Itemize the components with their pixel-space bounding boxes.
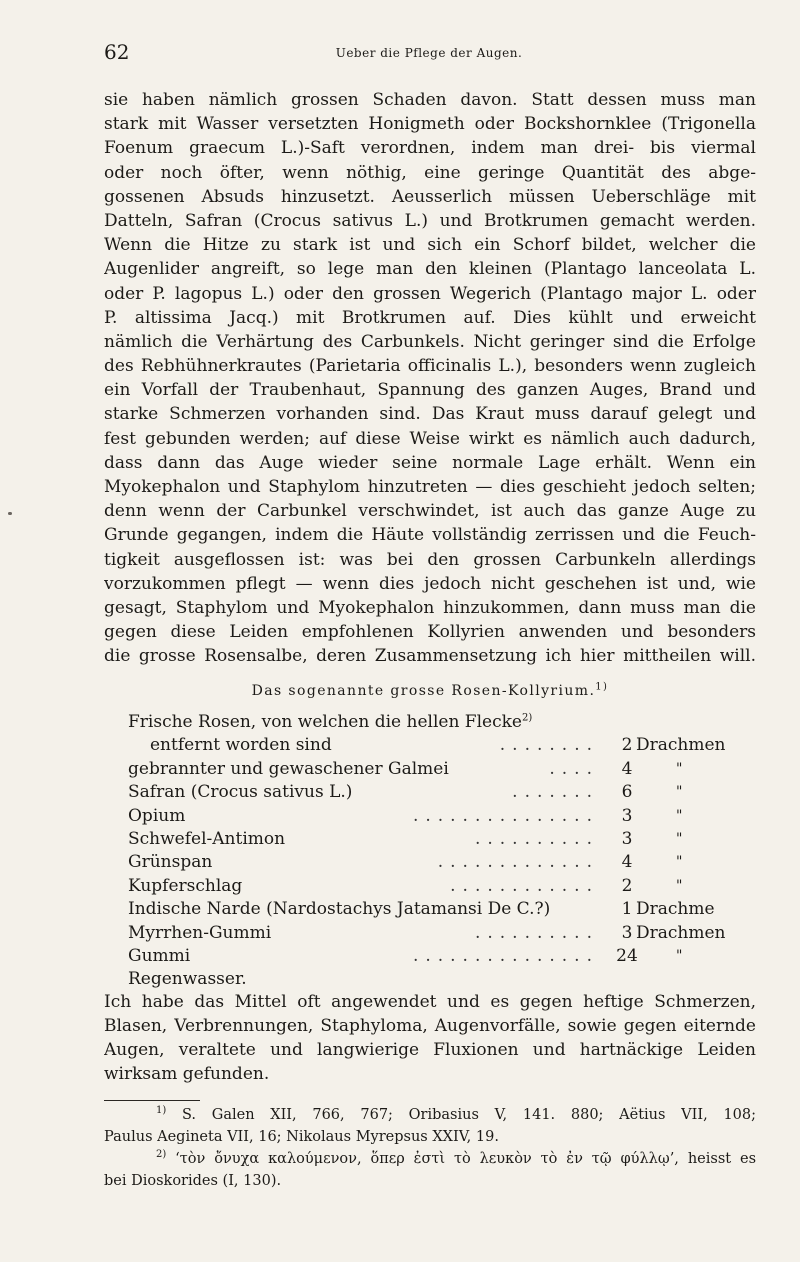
ingredient-unit: Drachmen (636, 922, 726, 943)
ingredient-row (104, 805, 764, 828)
ingredient-name: Grünspan (128, 852, 213, 873)
text-line: gegen diese Leiden empfohlenen Kollyrien anwenden und besonders (104, 622, 756, 643)
footnote-ref: 1) (595, 681, 609, 693)
ingredient-qty: 2 (621, 735, 633, 756)
text-line: denn wenn der Carbunkel verschwindet, ist auch das ganze Auge zu (104, 501, 756, 522)
leader-dots: ........ (499, 735, 599, 756)
text-line: wirksam gefunden. (104, 1064, 270, 1084)
text-line: ein Vorfall der Traubenhaut, Spannung des ganzen Auges, Brand und (104, 380, 756, 401)
text-line: Augenlider angreift, so lege man den kleinen (Plantago lanceolata L. (104, 259, 756, 280)
ingredient-unit: Drachme (636, 899, 715, 920)
ingredient-row (104, 734, 764, 757)
ingredient-unit: Drachmen (636, 735, 726, 756)
text-line: des Rebhühnerkrautes (Parietaria officinalis L.), besonders wenn zugleich (104, 356, 756, 377)
running-title: Ueber die Pflege der Augen. (335, 46, 523, 60)
recipe-intro-text: Frische Rosen, von welchen die hellen Flecke (128, 712, 522, 732)
ditto-mark: " (676, 854, 683, 871)
leader-dots: .... (549, 758, 599, 779)
ditto-mark: " (676, 830, 683, 847)
text-line: gesagt, Staphylom und Myokephalon hinzukommen, dann muss man die (104, 597, 756, 618)
ingredient-name: Indische Narde (Nardostachys Jatamansi De C.?) (128, 899, 551, 920)
footnote-line (104, 1104, 756, 1126)
ingredient-row (104, 851, 764, 874)
text-line: starke Schmerzen vorhanden sind. Das Kraut muss darauf gelegt und (104, 404, 756, 425)
ingredient-row (104, 875, 764, 898)
text-line: Grunde gegangen, indem die Häute vollständig zerrissen und die Feuch- (104, 525, 756, 546)
footnote-text: ‘τὸν ὄνυχα καλούμενον, ὅπερ ἐστὶ τὸ λευκὸν τὸ ἐν τῷ φύλλῳ’, heisst es (175, 1151, 756, 1167)
ingredient-row (104, 922, 764, 945)
ink-smudge (8, 512, 12, 515)
ingredient-qty: 3 (621, 922, 633, 943)
page-number: 62 (104, 40, 130, 64)
ingredient-name: Schwefel-Antimon (128, 828, 286, 849)
leader-dots: ............... (412, 945, 599, 966)
ingredient-name: entfernt worden sind (150, 735, 332, 756)
text-line: dass dann das Auge wieder seine normale Lage erhält. Wenn ein (104, 452, 756, 473)
footnotes (104, 1104, 756, 1192)
ingredient-row (104, 828, 764, 851)
ingredient-name: Myrrhen-Gummi (128, 922, 272, 943)
ingredient-qty: 1 (621, 899, 633, 920)
text-line: Augen, veraltete und langwierige Fluxionen und hartnäckige Leiden (104, 1040, 756, 1060)
leader-dots: .......... (474, 922, 599, 943)
ingredient-row (104, 758, 764, 781)
recipe-title (104, 683, 756, 699)
ingredient-qty: 3 (621, 828, 633, 849)
text-line: die grosse Rosensalbe, deren Zusammensetzung ich hier mittheilen will. (104, 646, 756, 667)
ingredient-qty: 4 (621, 758, 633, 779)
leader-dots: ............. (437, 852, 599, 873)
footnote-mark: 1) (156, 1105, 167, 1117)
footnote-mark: 2) (156, 1149, 167, 1161)
ingredient-qty: 6 (621, 782, 633, 803)
leader-dots: ............... (412, 805, 599, 826)
text-line: Blasen, Verbrennungen, Staphyloma, Augenvorfälle, sowie gegen eiternde (104, 1016, 756, 1036)
ditto-mark: " (676, 947, 683, 964)
text-line: oder noch öfter, wenn nöthig, eine geringe Quantität des abge- (104, 162, 756, 183)
recipe-title-text: Das sogenannte grosse Rosen-Kollyrium. (251, 683, 596, 699)
text-line: Foenum graecum L.)-Saft verordnen, indem man drei- bis viermal (104, 138, 756, 159)
ditto-mark: " (676, 807, 683, 824)
text-line: gossenen Absuds hinzusetzt. Aeusserlich müssen Ueberschläge mit (104, 186, 756, 207)
ingredient-name: Opium (128, 805, 186, 826)
ingredient-name: gebrannter und gewaschener Galmei (128, 758, 449, 779)
ingredient-qty: 3 (621, 805, 633, 826)
leader-dots: ....... (512, 782, 599, 803)
footnote-ref: 2) (521, 712, 533, 724)
recipe-intro-line (104, 711, 764, 734)
closing-paragraph (104, 990, 756, 1086)
footnote-rule (104, 1100, 200, 1101)
ingredient-row (104, 898, 764, 921)
recipe-list (104, 711, 764, 992)
ingredient-row (104, 781, 764, 804)
ingredient-qty: 24 (616, 945, 638, 966)
text-line: tigkeit ausgeflossen ist: was bei den grossen Carbunkeln allerdings (104, 549, 756, 570)
text-line: Datteln, Safran (Crocus sativus L.) und Brotkrumen gemacht werden. (104, 210, 756, 231)
ingredient-row (104, 945, 764, 968)
ingredient-qty: 2 (621, 875, 633, 896)
footnote-text: S. Galen XII, 766, 767; Oribasius V, 141. 880; Aëtius VII, 108; (182, 1107, 756, 1123)
footnote-line: bei Dioskorides (I, 130). (104, 1173, 282, 1189)
text-line: Myokephalon und Staphylom hinzutreten — dies geschieht jedoch selten; (104, 477, 756, 497)
leader-dots: .......... (474, 828, 599, 849)
ditto-mark: " (676, 877, 683, 894)
text-line: nämlich die Verhärtung des Carbunkels. Nicht geringer sind die Erfolge (104, 331, 756, 352)
text-line: vorzukommen pflegt — wenn dies jedoch nicht geschehen ist und, wie (104, 573, 756, 594)
ditto-mark: " (676, 760, 683, 777)
text-line: stark mit Wasser versetzten Honigmeth oder Bockshornklee (Trigonella (104, 114, 756, 135)
ingredient-row (104, 968, 764, 991)
text-line: sie haben nämlich grossen Schaden davon. Statt dessen muss man (104, 90, 756, 110)
text-line: Wenn die Hitze zu stark ist und sich ein Schorf bildet, welcher die (104, 235, 756, 256)
ingredient-name: Gummi (128, 945, 191, 966)
leader-dots: ............ (450, 875, 599, 896)
footnote-line (104, 1148, 756, 1170)
footnote-line: Paulus Aegineta VII, 16; Nikolaus Myrepsus XXIV, 19. (104, 1129, 499, 1145)
body-paragraph (104, 88, 756, 669)
text-line: P. altissima Jacq.) mit Brotkrumen auf. Dies kühlt und erweicht (104, 307, 756, 328)
ingredient-qty: 4 (621, 852, 633, 873)
text-line: fest gebunden werden; auf diese Weise wirkt es nämlich auch dadurch, (104, 428, 756, 449)
text-line: Ich habe das Mittel oft angewendet und es gegen heftige Schmerzen, (104, 992, 756, 1012)
ingredient-name: Safran (Crocus sativus L.) (128, 782, 353, 803)
ingredient-name: Kupferschlag (128, 875, 243, 896)
page-header (104, 40, 754, 70)
ingredient-name: Regenwasser. (128, 969, 247, 990)
text-line: oder P. lagopus L.) oder den grossen Wegerich (Plantago major L. oder (104, 283, 756, 304)
ditto-mark: " (676, 784, 683, 801)
